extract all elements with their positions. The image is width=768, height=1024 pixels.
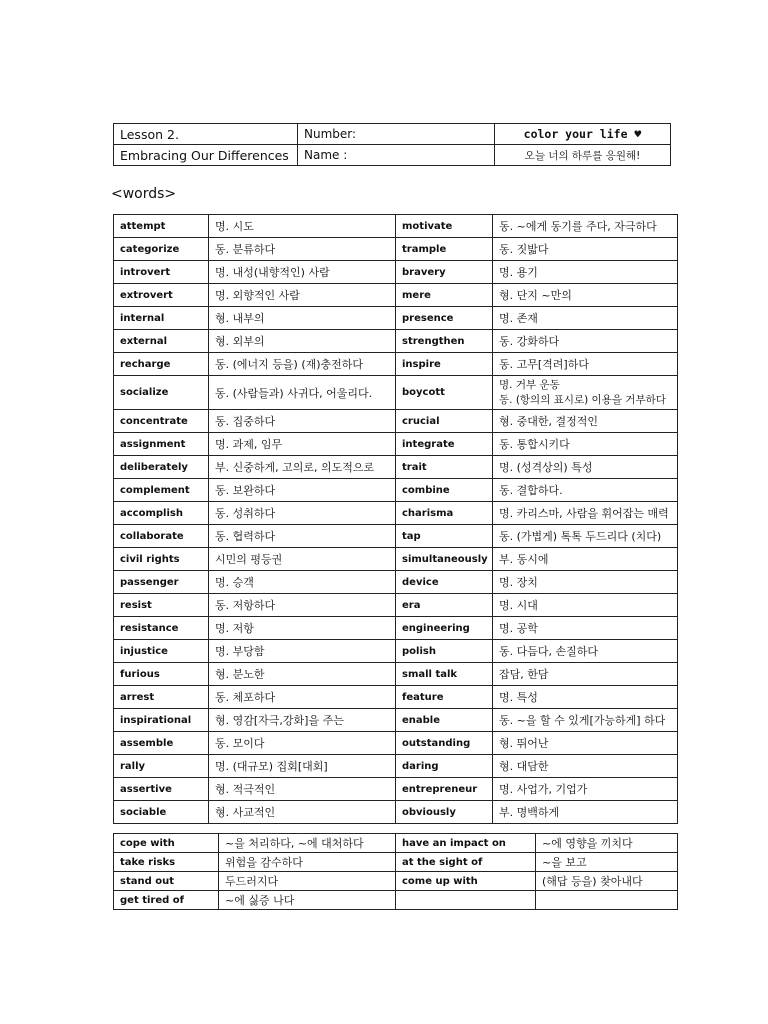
word-korean: 명. 시도 xyxy=(209,215,396,238)
word-korean: 동. 짓밟다 xyxy=(493,238,678,261)
word-korean: 동. 모이다 xyxy=(209,732,396,755)
word-korean: 명. 존재 xyxy=(493,307,678,330)
word-english: assertive xyxy=(114,778,209,801)
word-korean: 동. 성취하다 xyxy=(209,502,396,525)
word-row xyxy=(114,433,678,456)
word-korean: 형. 분노한 xyxy=(209,663,396,686)
word-english: polish xyxy=(396,640,493,663)
word-korean: 동. 집중하다 xyxy=(209,410,396,433)
word-english: categorize xyxy=(114,238,209,261)
word-english: enable xyxy=(396,709,493,732)
word-row xyxy=(114,525,678,548)
lesson-title: Embracing Our Differences xyxy=(114,145,298,166)
word-korean: 동. 보완하다 xyxy=(209,479,396,502)
word-english: complement xyxy=(114,479,209,502)
phrase-row xyxy=(114,891,678,910)
word-row xyxy=(114,778,678,801)
word-korean: 동. 체포하다 xyxy=(209,686,396,709)
word-english: bravery xyxy=(396,261,493,284)
word-english: passenger xyxy=(114,571,209,594)
phrase-row xyxy=(114,834,678,853)
word-row xyxy=(114,571,678,594)
word-english: introvert xyxy=(114,261,209,284)
word-korean: 부. 동시에 xyxy=(493,548,678,571)
slogan-korean: 오늘 너의 하루를 응원해! xyxy=(495,145,671,166)
word-korean xyxy=(493,376,678,410)
word-english: era xyxy=(396,594,493,617)
word-korean: 명. 과제, 임무 xyxy=(209,433,396,456)
word-row xyxy=(114,594,678,617)
word-korean: 명. 저항 xyxy=(209,617,396,640)
word-row xyxy=(114,548,678,571)
word-english: sociable xyxy=(114,801,209,824)
word-row xyxy=(114,330,678,353)
word-korean: ~을 보고 xyxy=(536,853,678,872)
word-row xyxy=(114,640,678,663)
word-korean: 명. 용기 xyxy=(493,261,678,284)
word-english: resistance xyxy=(114,617,209,640)
word-row xyxy=(114,663,678,686)
words-table xyxy=(113,214,678,824)
word-english: daring xyxy=(396,755,493,778)
word-korean: 형. 뛰어난 xyxy=(493,732,678,755)
word-english: engineering xyxy=(396,617,493,640)
word-korean: 형. 영감[자극,강화]을 주는 xyxy=(209,709,396,732)
word-english: have an impact on xyxy=(396,834,536,853)
word-english: furious xyxy=(114,663,209,686)
word-korean: 두드러지다 xyxy=(219,872,396,891)
word-row xyxy=(114,686,678,709)
lesson-number: Lesson 2. xyxy=(114,124,298,145)
word-korean: 위험을 감수하다 xyxy=(219,853,396,872)
phrase-row xyxy=(114,872,678,891)
word-row xyxy=(114,755,678,778)
word-english: small talk xyxy=(396,663,493,686)
word-korean: 형. 단지 ~만의 xyxy=(493,284,678,307)
word-english: mere xyxy=(396,284,493,307)
word-korean: 동. (에너지 등을) (재)충전하다 xyxy=(209,353,396,376)
word-korean: 명. 장치 xyxy=(493,571,678,594)
word-korean: 명. (대규모) 집회[대회] xyxy=(209,755,396,778)
word-english: integrate xyxy=(396,433,493,456)
phrase-row xyxy=(114,853,678,872)
word-korean: 동. ~을 할 수 있게[가능하게] 하다 xyxy=(493,709,678,732)
word-row xyxy=(114,617,678,640)
word-korean: 명. 승객 xyxy=(209,571,396,594)
word-english: attempt xyxy=(114,215,209,238)
word-row xyxy=(114,376,678,410)
word-korean-line: 동. (항의의 표시로) 이용을 거부하다 xyxy=(499,393,666,406)
word-english: tap xyxy=(396,525,493,548)
word-row xyxy=(114,456,678,479)
word-english: obviously xyxy=(396,801,493,824)
word-korean-line: 명. 거부 운동 xyxy=(499,378,560,391)
word-english: charisma xyxy=(396,502,493,525)
word-korean: 형. 사교적인 xyxy=(209,801,396,824)
word-korean: 명. 부당함 xyxy=(209,640,396,663)
word-row xyxy=(114,353,678,376)
word-english: assignment xyxy=(114,433,209,456)
word-korean: 동. 고무[격려]하다 xyxy=(493,353,678,376)
word-row xyxy=(114,801,678,824)
word-korean: 동. 강화하다 xyxy=(493,330,678,353)
word-row xyxy=(114,215,678,238)
word-english: combine xyxy=(396,479,493,502)
word-english: trample xyxy=(396,238,493,261)
word-row xyxy=(114,284,678,307)
word-korean: 형. 외부의 xyxy=(209,330,396,353)
word-korean: 시민의 평등권 xyxy=(209,548,396,571)
word-english: outstanding xyxy=(396,732,493,755)
word-english: assemble xyxy=(114,732,209,755)
word-english: extrovert xyxy=(114,284,209,307)
word-row xyxy=(114,709,678,732)
word-korean: (해답 등을) 찾아내다 xyxy=(536,872,678,891)
word-row xyxy=(114,479,678,502)
slogan: color your life ♥ xyxy=(495,124,671,145)
word-korean: 명. 외향적인 사람 xyxy=(209,284,396,307)
word-english: deliberately xyxy=(114,456,209,479)
word-english: motivate xyxy=(396,215,493,238)
word-english: inspirational xyxy=(114,709,209,732)
word-english: entrepreneur xyxy=(396,778,493,801)
word-korean: 명. 시대 xyxy=(493,594,678,617)
name-field[interactable]: Name : xyxy=(298,145,495,166)
word-english: external xyxy=(114,330,209,353)
word-english xyxy=(396,891,536,910)
word-english: boycott xyxy=(396,376,493,410)
word-english: stand out xyxy=(114,872,219,891)
word-english: recharge xyxy=(114,353,209,376)
word-english: inspire xyxy=(396,353,493,376)
word-korean: 명. (성격상의) 특성 xyxy=(493,456,678,479)
word-english: come up with xyxy=(396,872,536,891)
word-row xyxy=(114,261,678,284)
word-english: device xyxy=(396,571,493,594)
word-row xyxy=(114,307,678,330)
word-korean: 명. 사업가, 기업가 xyxy=(493,778,678,801)
word-row xyxy=(114,502,678,525)
word-korean: 동. 저항하다 xyxy=(209,594,396,617)
word-row xyxy=(114,238,678,261)
word-english: strengthen xyxy=(396,330,493,353)
word-korean: 동. ~에게 동기를 주다, 자극하다 xyxy=(493,215,678,238)
word-korean: 명. 특성 xyxy=(493,686,678,709)
word-english: collaborate xyxy=(114,525,209,548)
word-korean: 명. 내성(내향적인) 사람 xyxy=(209,261,396,284)
word-english: accomplish xyxy=(114,502,209,525)
word-korean: 동. 협력하다 xyxy=(209,525,396,548)
word-english: concentrate xyxy=(114,410,209,433)
word-korean: 부. 신중하게, 고의로, 의도적으로 xyxy=(209,456,396,479)
word-korean: 부. 명백하게 xyxy=(493,801,678,824)
word-english: feature xyxy=(396,686,493,709)
word-korean: ~에 영향을 끼치다 xyxy=(536,834,678,853)
word-english: civil rights xyxy=(114,548,209,571)
word-korean: 형. 중대한, 결정적인 xyxy=(493,410,678,433)
word-korean: 명. 공학 xyxy=(493,617,678,640)
word-english: internal xyxy=(114,307,209,330)
word-korean: 동. 다듬다, 손질하다 xyxy=(493,640,678,663)
word-korean: 형. 대담한 xyxy=(493,755,678,778)
word-english: presence xyxy=(396,307,493,330)
word-korean: 형. 적극적인 xyxy=(209,778,396,801)
word-english: get tired of xyxy=(114,891,219,910)
word-row xyxy=(114,732,678,755)
phrases-table xyxy=(113,833,678,910)
word-korean: 잡담, 한담 xyxy=(493,663,678,686)
word-korean: 동. 결합하다. xyxy=(493,479,678,502)
section-title: <words> xyxy=(111,186,177,202)
number-field[interactable]: Number: xyxy=(298,124,495,145)
word-korean: 명. 카리스마, 사람을 휘어잡는 매력 xyxy=(493,502,678,525)
word-english: take risks xyxy=(114,853,219,872)
word-english: simultaneously xyxy=(396,548,493,571)
word-english: resist xyxy=(114,594,209,617)
word-english: trait xyxy=(396,456,493,479)
word-english: injustice xyxy=(114,640,209,663)
word-korean: ~에 싫증 나다 xyxy=(219,891,396,910)
word-korean xyxy=(536,891,678,910)
word-english: cope with xyxy=(114,834,219,853)
word-korean: 동. 분류하다 xyxy=(209,238,396,261)
word-korean: ~을 처리하다, ~에 대처하다 xyxy=(219,834,396,853)
word-english: arrest xyxy=(114,686,209,709)
word-english: socialize xyxy=(114,376,209,410)
word-korean: 형. 내부의 xyxy=(209,307,396,330)
word-korean: 동. (가볍게) 톡톡 두드리다 (치다) xyxy=(493,525,678,548)
word-korean: 동. 통합시키다 xyxy=(493,433,678,456)
word-english: at the sight of xyxy=(396,853,536,872)
word-korean: 동. (사람들과) 사귀다, 어울리다. xyxy=(209,376,396,410)
word-row xyxy=(114,410,678,433)
word-english: rally xyxy=(114,755,209,778)
word-english: crucial xyxy=(396,410,493,433)
header-table xyxy=(113,123,671,166)
